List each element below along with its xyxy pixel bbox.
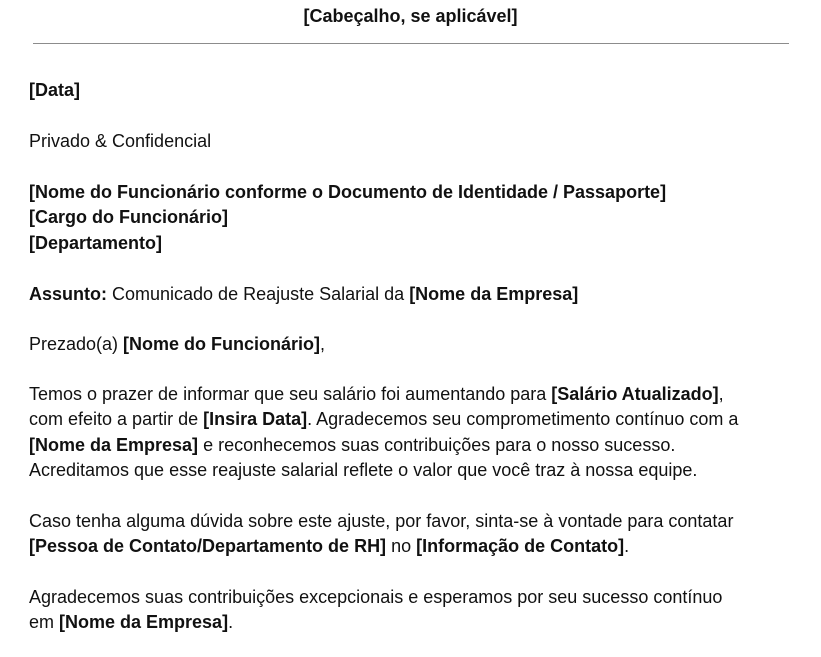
letter-header: [Cabeçalho, se aplicável] bbox=[303, 6, 518, 26]
company-name-placeholder: [Nome da Empresa] bbox=[59, 612, 229, 632]
paragraph1-line1 bbox=[29, 383, 724, 405]
contact-info-placeholder: [Informação de Contato] bbox=[416, 536, 625, 556]
paragraph1-line4: Acreditamos que esse reajuste salarial reflete o valor que você traz à nossa equipe. bbox=[29, 460, 698, 480]
paragraph1-line2 bbox=[29, 408, 738, 430]
effective-date-placeholder: [Insira Data] bbox=[203, 409, 308, 429]
paragraph2-text: no bbox=[386, 536, 417, 556]
paragraph3-line1: Agradecemos suas contribuições excepcionais e esperamos por seu sucesso contínuo bbox=[29, 587, 723, 607]
confidentiality-note: Privado & Confidencial bbox=[29, 131, 212, 151]
recipient-position: [Cargo do Funcionário] bbox=[29, 207, 228, 227]
subject-text: Comunicado de Reajuste Salarial da bbox=[107, 284, 410, 304]
paragraph3-punct: . bbox=[228, 612, 234, 632]
paragraph1-text: e reconhecemos suas contribuições para o nosso sucesso. bbox=[198, 435, 676, 455]
subject-label: Assunto: bbox=[29, 284, 107, 304]
paragraph2-line2 bbox=[29, 535, 629, 557]
recipient-department: [Departamento] bbox=[29, 233, 163, 253]
salutation bbox=[29, 333, 325, 355]
company-name-placeholder: [Nome da Empresa] bbox=[29, 435, 199, 455]
paragraph2-line1: Caso tenha alguma dúvida sobre este ajuste, por favor, sinta-se à vontade para contatar bbox=[29, 511, 734, 531]
subject-line bbox=[29, 283, 578, 305]
salutation-prefix: Prezado(a) bbox=[29, 334, 124, 354]
paragraph3-line2 bbox=[29, 611, 233, 633]
paragraph3-text: em bbox=[29, 612, 60, 632]
paragraph1-line3 bbox=[29, 434, 675, 456]
salutation-suffix: , bbox=[320, 334, 326, 354]
letter-date: [Data] bbox=[29, 80, 81, 100]
updated-salary-placeholder: [Salário Atualizado] bbox=[551, 384, 719, 404]
paragraph2-punct: . bbox=[624, 536, 630, 556]
paragraph1-text: com efeito a partir de bbox=[29, 409, 204, 429]
subject-company: [Nome da Empresa] bbox=[409, 284, 579, 304]
paragraph1-text: Temos o prazer de informar que seu salário foi aumentando para bbox=[29, 384, 552, 404]
header-divider bbox=[33, 43, 789, 44]
paragraph1-punct: , bbox=[718, 384, 724, 404]
salutation-name: [Nome do Funcionário] bbox=[123, 334, 321, 354]
contact-person-placeholder: [Pessoa de Contato/Departamento de RH] bbox=[29, 536, 387, 556]
recipient-name: [Nome do Funcionário conforme o Documento de Identidade / Passaporte] bbox=[29, 182, 667, 202]
paragraph1-text: . Agradecemos seu comprometimento contínuo com a bbox=[307, 409, 739, 429]
